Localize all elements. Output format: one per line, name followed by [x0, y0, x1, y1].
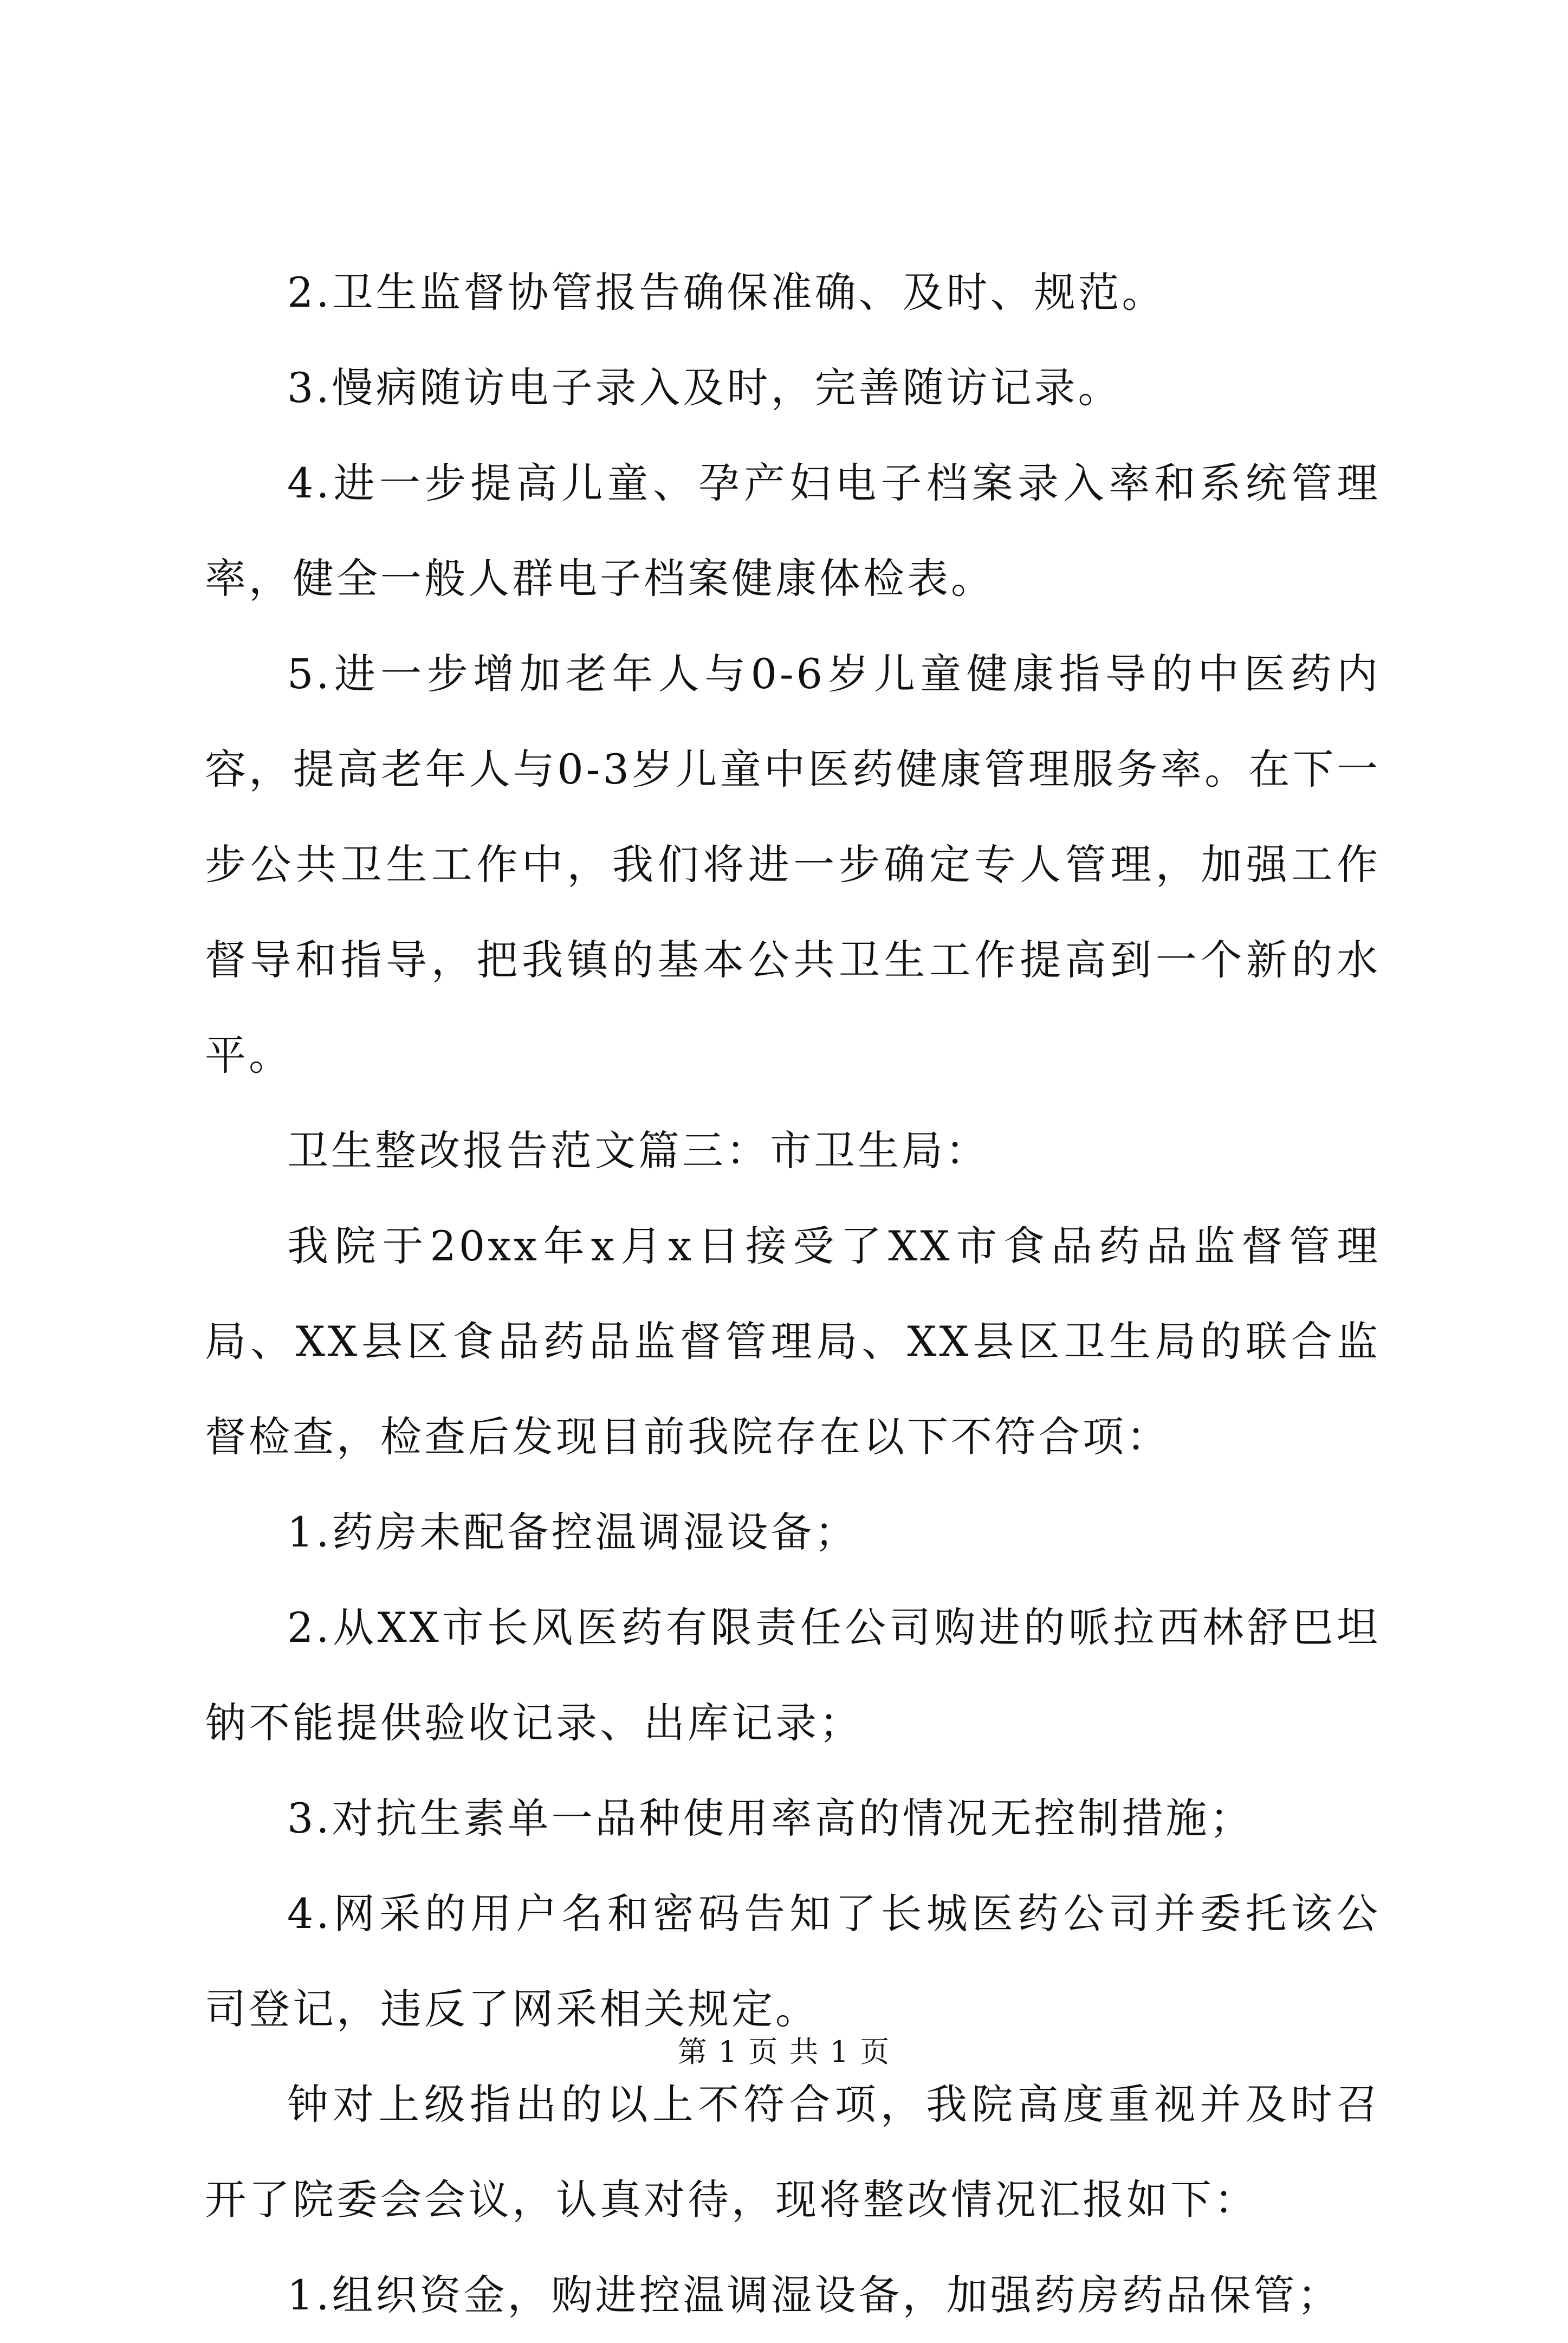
issue-item-1: 1.药房未配备控温调湿设备； [287, 1508, 859, 1556]
section-heading: 卫生整改报告范文篇三：市卫生局： [287, 1127, 989, 1175]
paragraph-item-4: 4.进一步提高儿童、孕产妇电子档案录入率和系统管理率，健全一般人群电子档案健康体检表。 [205, 459, 1381, 603]
page-footer: 第 1 页 共 1 页 [677, 2035, 891, 2069]
issue-item-4: 4.网采的用户名和密码告知了长城医药公司并委托该公司登记，违反了网采相关规定。 [205, 1889, 1381, 2033]
rectification-intro: 钟对上级指出的以上不符合项，我院高度重视并及时召开了院委会会议，认真对待，现将整改情况汇报如下： [205, 2080, 1381, 2224]
document-body [205, 245, 1381, 2343]
issue-item-3: 3.对抗生素单一品种使用率高的情况无控制措施； [287, 1794, 1254, 1842]
paragraph-item-3: 3.慢病随访电子录入及时，完善随访记录。 [287, 364, 1122, 412]
paragraph-item-2: 2.卫生监督协管报告确保准确、及时、规范。 [287, 268, 1166, 316]
inspection-intro: 我院于20xx年x月x日接受了XX市食品药品监督管理局、XX县区食品药品监督管理局、XX县区卫生局的联合监督检查，检查后发现目前我院存在以下不符合项： [205, 1222, 1381, 1461]
paragraph-item-5: 5.进一步增加老年人与0-6岁儿童健康指导的中医药内容，提高老年人与0-3岁儿童中医药健康管理服务率。在下一步公共卫生工作中，我们将进一步确定专人管理，加强工作督导和指导，把我镇的基本公共卫生工作提高到一个新的水平。 [205, 650, 1381, 1079]
issue-item-2: 2.从XX市长风医药有限责任公司购进的哌拉西林舒巴坦钠不能提供验收记录、出库记录； [205, 1603, 1381, 1747]
rectification-item-1: 1.组织资金，购进控温调湿设备，加强药房药品保管； [287, 2271, 1342, 2319]
